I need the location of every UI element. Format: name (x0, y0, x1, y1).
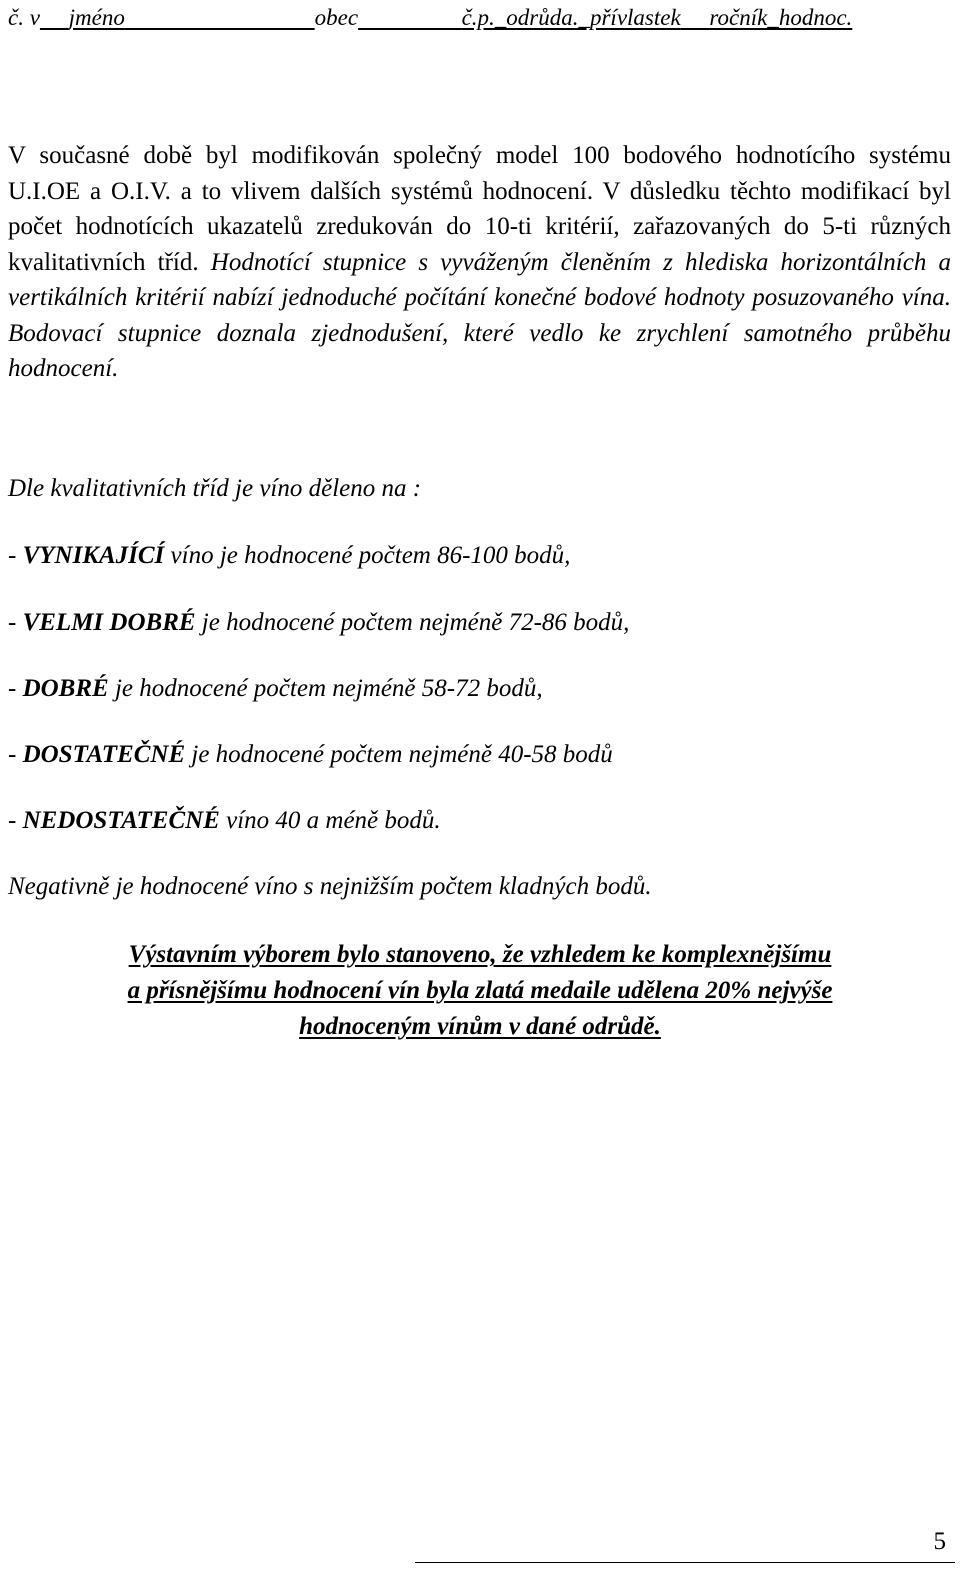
header-field-odruda: č.p._odrůda._přívlastek (461, 5, 681, 30)
class-name: VELMI DOBRÉ (22, 609, 196, 636)
header-field-rocnik: ročník_hodnoc. (709, 5, 853, 30)
class-name: NEDOSTATEČNÉ (22, 807, 220, 834)
class-name: VYNIKAJÍCÍ (22, 542, 165, 569)
intro-paragraph (8, 138, 951, 387)
class-item: - DOSTATEČNÉ je hodnocené počtem nejméně 40-58 bodů (8, 741, 613, 768)
intro-text-regular: V současné době byl modifikován společný model 100 bodového hodnotícího systému U.I.OE a O.I.V. a to vlivem dalších systémů hodnocení. V důsledku těchto modifikací byl počet hodnotících ukazatelů zredukován do 10-ti kritérií, zařazovaných do 5-ti různých kvalitativních tříd. (8, 142, 951, 276)
negative-note: Negativně je hodnocené víno s nejnižším počtem kladných bodů. (8, 873, 652, 900)
header-field-cv: č. v (8, 5, 40, 30)
form-header-line (8, 2, 948, 34)
class-item: - DOBRÉ je hodnocené počtem nejméně 58-72 bodů, (8, 675, 543, 702)
footer-rule (415, 1562, 955, 1563)
class-name: DOBRÉ (22, 675, 109, 702)
page-number: 5 (933, 1528, 946, 1555)
class-item: - NEDOSTATEČNÉ víno 40 a méně bodů. (8, 807, 441, 834)
header-field-obec: obec (314, 5, 359, 30)
conclusion-line: hodnoceným vínům v dané odrůdě. (299, 1013, 661, 1040)
header-blank (358, 5, 462, 30)
header-blank (125, 5, 315, 30)
intro-text-italic: Hodnotící stupnice s vyváženým členěním z hlediska horizontálních a vertikálních kritérií nabízí jednoduché počítání konečné bodové hodnoty posuzovaného vína. Bodovací stupnice doznala zjednodušení, které vedlo ke zrychlení samotného průběhu hodnocení. (8, 248, 952, 382)
header-blank (40, 5, 69, 30)
header-blank (681, 5, 710, 30)
class-item: - VYNIKAJÍCÍ víno je hodnocené počtem 86-100 bodů, (8, 542, 571, 569)
classes-lead: Dle kvalitativních tříd je víno děleno na : (8, 475, 422, 502)
conclusion-line: Výstavním výborem bylo stanoveno, že vzhledem ke komplexnějšímu (128, 941, 832, 968)
conclusion-line: a přísnějšímu hodnocení vín byla zlatá medaile udělena 20% nejvýše (127, 977, 833, 1004)
class-item: - VELMI DOBRÉ je hodnocené počtem nejméně 72-86 bodů, (8, 609, 630, 636)
header-field-jmeno: jméno (68, 5, 125, 30)
conclusion-paragraph (0, 937, 960, 1045)
class-name: DOSTATEČNÉ (22, 741, 186, 768)
